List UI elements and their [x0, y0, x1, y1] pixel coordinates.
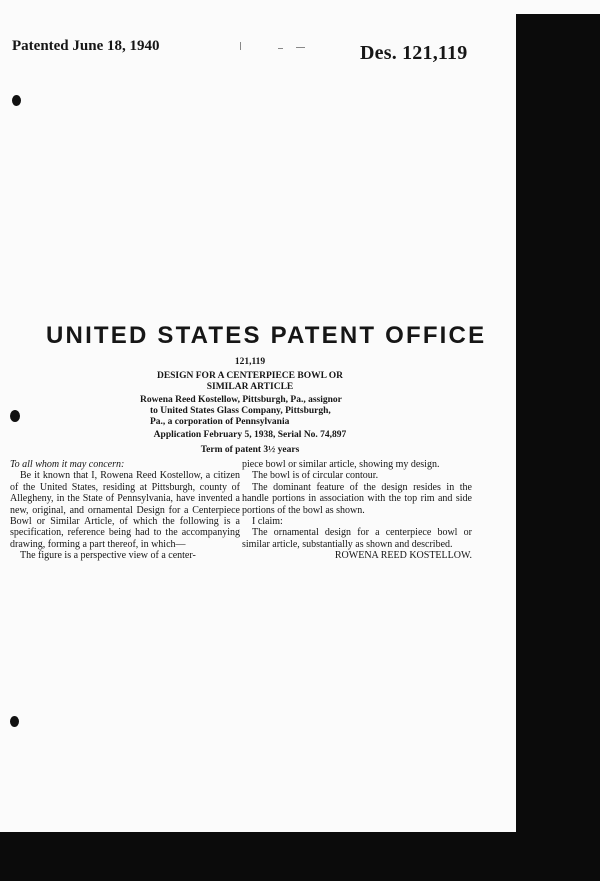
scan-border-bottom: [0, 832, 600, 881]
binder-hole: [10, 410, 20, 422]
body-paragraph: Be it known that I, Rowena Reed Kostellow, a citizen of the United States, residing at Pittsburgh, county of Allegheny, in the State of Pennsylvania, have invented a new, original, and ornamental Design for a Centerpiece Bowl or Similar Article, of which the following is a specification, reference being had to the accompanying drawing, forming a part thereof, in which—: [10, 470, 240, 550]
inventor-line: Pa., a corporation of Pennsylvania: [150, 417, 290, 427]
patent-number: 121,119: [234, 357, 266, 367]
left-column: [10, 459, 240, 562]
scan-speck: [296, 47, 305, 48]
right-column: [242, 459, 472, 562]
salutation: To all whom it may concern:: [10, 459, 125, 470]
term-line: Term of patent 3½ years: [200, 445, 300, 455]
design-title: [80, 371, 420, 393]
claim-text: The ornamental design for a centerpiece bowl or similar article, substantially as shown and described.: [242, 527, 472, 550]
design-patent-number: Des. 121,119: [360, 42, 468, 64]
design-title-line: DESIGN FOR A CENTERPIECE BOWL OR: [156, 371, 344, 381]
application-line: Application February 5, 1938, Serial No. 74,897: [153, 430, 347, 440]
design-title-line: SIMILAR ARTICLE: [206, 382, 294, 392]
scan-border-right: [516, 14, 600, 881]
inventor-line: to United States Glass Company, Pittsburgh,: [150, 406, 331, 416]
office-title: UNITED STATES PATENT OFFICE: [46, 322, 487, 349]
inventor-line: Rowena Reed Kostellow, Pittsburgh, Pa., assignor: [140, 395, 342, 405]
binder-hole: [10, 716, 19, 727]
scan-speck: [278, 48, 283, 49]
patent-date: Patented June 18, 1940: [12, 38, 160, 54]
claim-heading: I claim:: [252, 516, 283, 528]
body-paragraph: piece bowl or similar article, showing my design.: [242, 459, 440, 470]
inventor-signature: ROWENA REED KOSTELLOW.: [334, 550, 472, 562]
inventor-block: [140, 395, 370, 428]
binder-hole: [12, 95, 21, 106]
body-paragraph: The dominant feature of the design resides in the handle portions in association with the top rim and side portions of the bowl as shown.: [242, 481, 472, 516]
scan-speck: [240, 42, 241, 50]
body-paragraph: The figure is a perspective view of a center-: [20, 550, 196, 562]
body-paragraph: The bowl is of circular contour.: [252, 470, 379, 482]
